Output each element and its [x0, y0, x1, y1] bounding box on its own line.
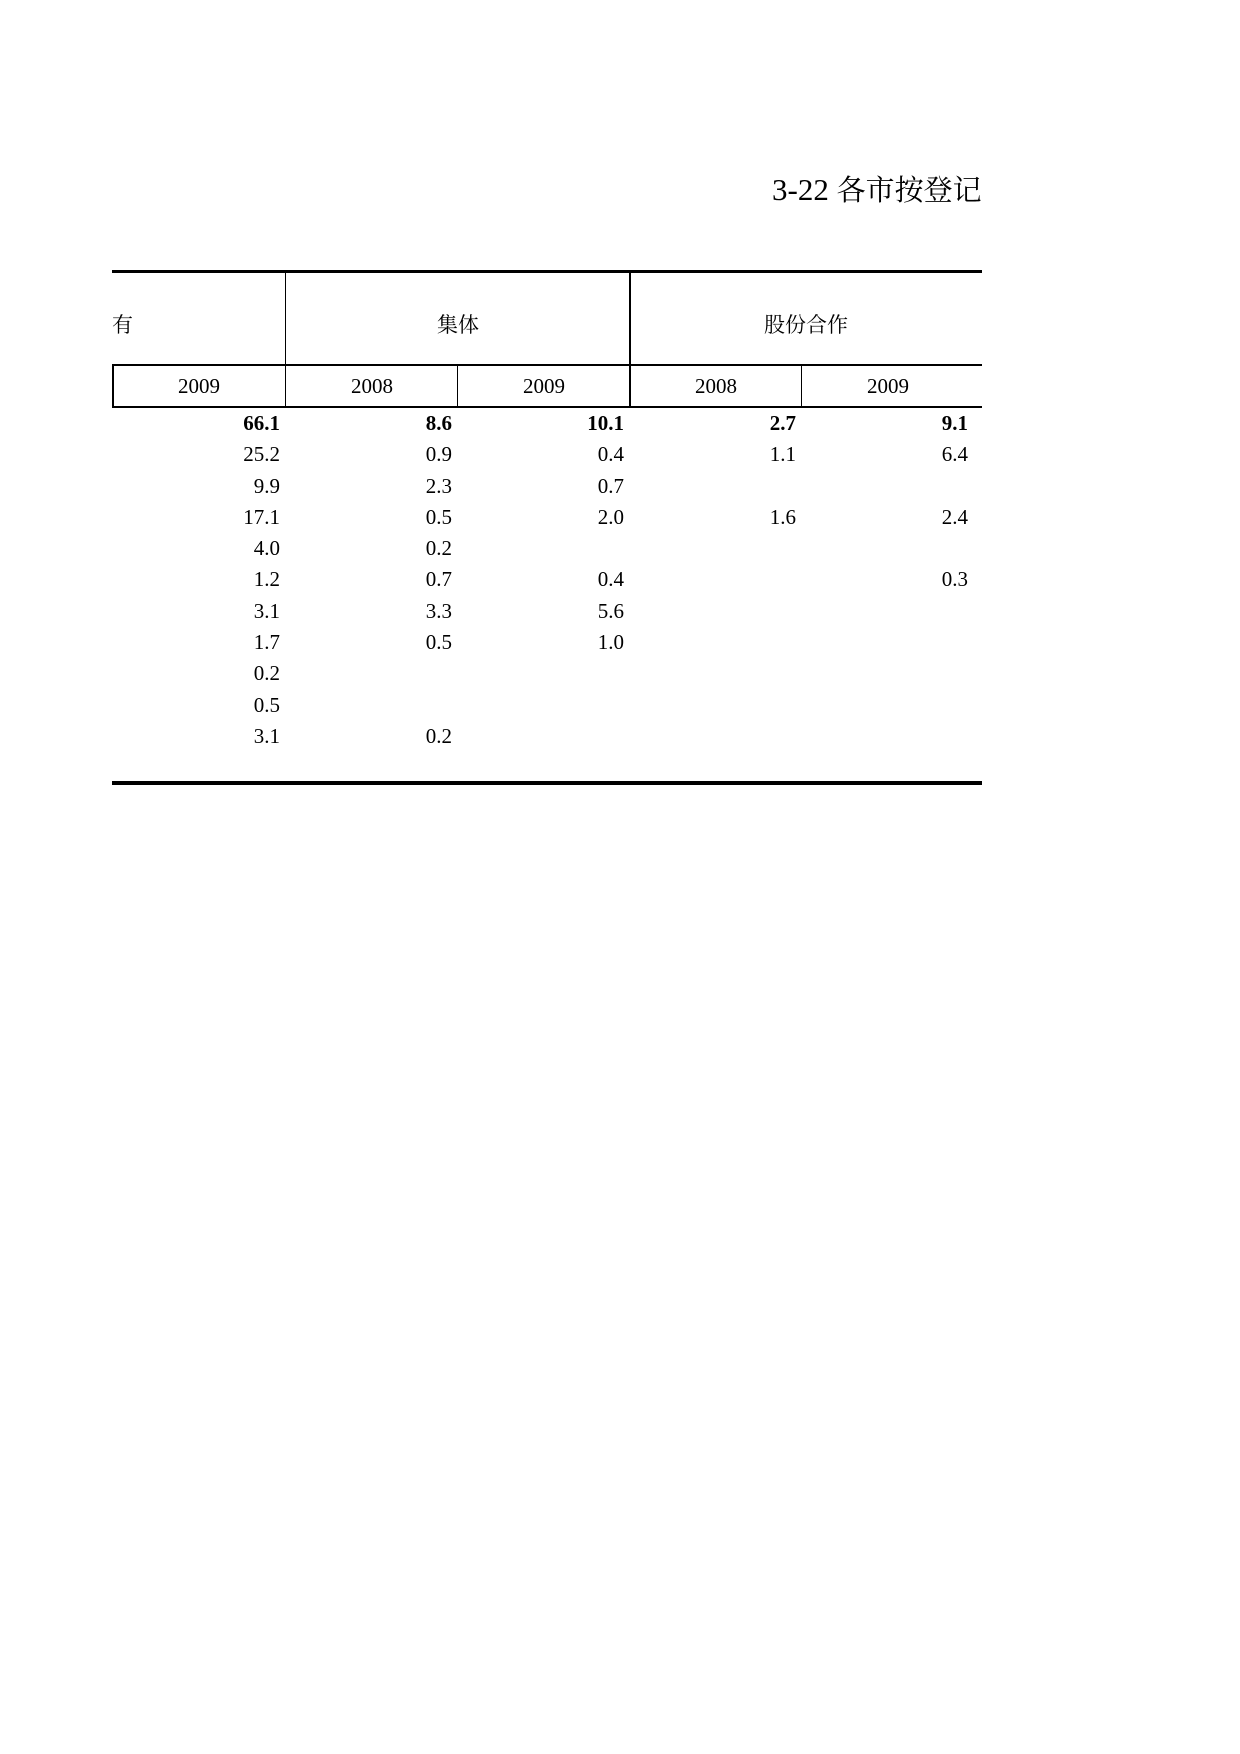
page-title — [772, 170, 982, 210]
table-cell: 0.5 — [425, 504, 452, 529]
table-cell: 1.6 — [769, 504, 796, 529]
table-cell: 0.7 — [597, 473, 624, 498]
table-row — [112, 690, 982, 721]
title-area — [112, 160, 982, 220]
table-cell: 0.7 — [425, 567, 452, 592]
group-label-collective: 集体 — [437, 313, 479, 337]
table-cell: 3.1 — [253, 598, 280, 623]
table-cell: 66.1 — [243, 411, 280, 435]
table-cell: 0.2 — [425, 536, 452, 561]
table-cell: 8.6 — [425, 411, 452, 435]
table-row — [112, 533, 982, 564]
table-cell: 1.0 — [597, 630, 624, 655]
table-cell: 0.5 — [253, 692, 280, 717]
table-row — [112, 627, 982, 658]
table-row — [112, 439, 982, 470]
year-header: 2009 — [867, 374, 909, 398]
table-bottom-rule — [112, 781, 982, 785]
group-label-joint-stock: 股份合作 — [764, 313, 848, 337]
year-header: 2008 — [695, 374, 737, 398]
table-cell: 1.2 — [253, 567, 280, 592]
table-row — [112, 721, 982, 752]
table-cell: 17.1 — [243, 504, 280, 529]
table-cell: 0.2 — [425, 723, 452, 748]
table-cell: 0.3 — [941, 567, 968, 592]
title-number: 3-22 — [772, 172, 829, 207]
statistics-table — [112, 270, 982, 790]
table-cell: 2.7 — [769, 411, 796, 435]
table-cell: 1.7 — [253, 630, 280, 655]
table-cell: 0.2 — [253, 661, 280, 686]
table-top-rule — [112, 270, 982, 273]
table-cell: 3.3 — [425, 598, 452, 623]
table-cell: 0.9 — [425, 442, 452, 467]
table-cell: 0.5 — [425, 630, 452, 655]
table-cell: 6.4 — [941, 442, 968, 467]
group-label-state-owned: 有 — [112, 313, 133, 337]
year-header: 2008 — [351, 374, 393, 398]
table-row — [112, 658, 982, 689]
table-cell: 4.0 — [253, 536, 280, 561]
table-cell: 9.9 — [253, 473, 280, 498]
table-cell: 5.6 — [597, 598, 624, 623]
year-header: 2009 — [523, 374, 565, 398]
title-text: 各市按登记 — [836, 173, 982, 207]
table-row — [112, 564, 982, 595]
table-cell: 9.1 — [941, 411, 968, 435]
table-cell: 0.4 — [597, 567, 624, 592]
table-cell: 2.4 — [941, 504, 968, 529]
table-row — [112, 502, 982, 533]
year-header: 2009 — [178, 374, 220, 398]
table-cell: 10.1 — [587, 411, 624, 435]
table-cell: 2.0 — [597, 504, 624, 529]
table-row — [112, 408, 982, 439]
table-row — [112, 471, 982, 502]
table-row — [112, 596, 982, 627]
table-cell: 1.1 — [769, 442, 796, 467]
table-cell: 0.4 — [597, 442, 624, 467]
table-cell: 3.1 — [253, 723, 280, 748]
table-cell: 25.2 — [243, 442, 280, 467]
table-body — [112, 408, 982, 752]
table-cell: 2.3 — [425, 473, 452, 498]
